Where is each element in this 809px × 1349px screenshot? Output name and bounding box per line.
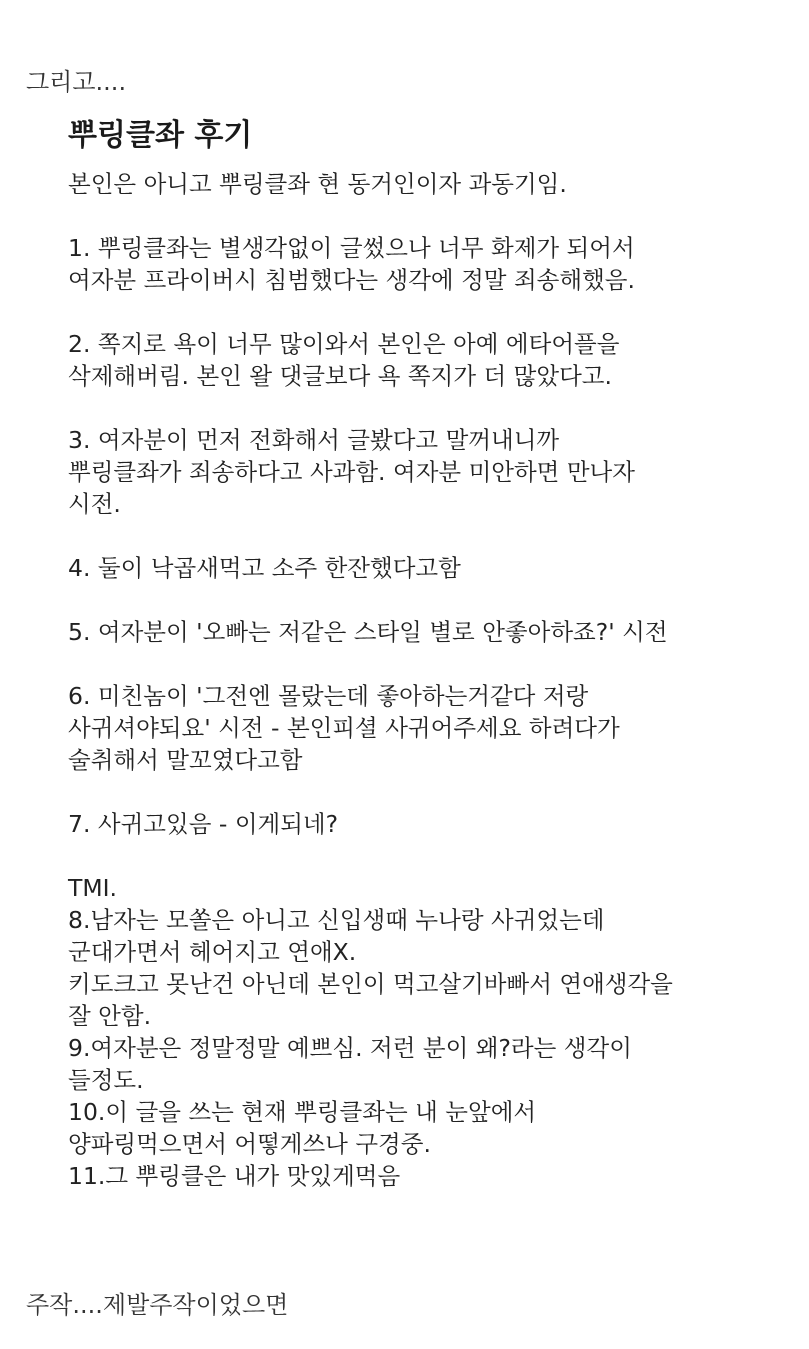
post-line: 2. 쪽지로 욕이 너무 많이와서 본인은 아예 에타어플을 <box>68 330 620 358</box>
post-card <box>68 112 788 1192</box>
blank-line <box>68 840 788 872</box>
blank-line <box>68 584 788 616</box>
blank-line <box>68 296 788 328</box>
post-line: 들정도. <box>68 1066 144 1094</box>
blank-line <box>68 776 788 808</box>
post-line: 1. 뿌링클좌는 별생각없이 글썼으나 너무 화제가 되어서 <box>68 234 635 262</box>
post-line: 술취해서 말꼬였다고함 <box>68 746 303 774</box>
post-line: 시전. <box>68 490 121 518</box>
blank-line <box>68 200 788 232</box>
post-line: 뿌링클좌가 죄송하다고 사과함. 여자분 미안하면 만나자 <box>68 458 635 486</box>
post-body <box>68 168 788 1192</box>
post-line: 9.여자분은 정말정말 예쁘심. 저런 분이 왜?라는 생각이 <box>68 1034 632 1062</box>
blank-line <box>68 520 788 552</box>
post-line: 키도크고 못난건 아닌데 본인이 먹고살기바빠서 연애생각을 <box>68 970 673 998</box>
post-line: 군대가면서 헤어지고 연애X. <box>68 938 357 966</box>
post-line: 사귀셔야되요' 시전 - 본인피셜 사귀어주세요 하려다가 <box>68 714 620 742</box>
post-line: 4. 둘이 낙곱새먹고 소주 한잔했다고함 <box>68 554 461 582</box>
post-line: 10.이 글을 쓰는 현재 뿌링클좌는 내 눈앞에서 <box>68 1098 537 1126</box>
post-line: 7. 사귀고있음 - 이게되네? <box>68 810 339 838</box>
post-line: 본인은 아니고 뿌링클좌 현 동거인이자 과동기임. <box>68 170 567 198</box>
post-line: TMI. <box>68 874 118 902</box>
blank-line <box>68 392 788 424</box>
intro-text: 그리고.... <box>26 68 127 96</box>
blank-line <box>68 648 788 680</box>
post-line: 양파링먹으면서 어떻게쓰나 구경중. <box>68 1130 431 1158</box>
post-line: 8.남자는 모쏠은 아니고 신입생때 누나랑 사귀었는데 <box>68 906 605 934</box>
post-line: 잘 안함. <box>68 1002 152 1030</box>
post-line: 5. 여자분이 '오빠는 저같은 스타일 별로 안좋아하죠?' 시전 <box>68 618 668 646</box>
post-line: 삭제해버림. 본인 왈 댓글보다 욕 쪽지가 더 많았다고. <box>68 362 612 390</box>
post-line: 6. 미친놈이 '그전엔 몰랐는데 좋아하는거같다 저랑 <box>68 682 589 710</box>
post-line: 여자분 프라이버시 침범했다는 생각에 정말 죄송해했음. <box>68 266 635 294</box>
post-line: 11.그 뿌링클은 내가 맛있게먹음 <box>68 1162 401 1190</box>
post-title: 뿌링클좌 후기 <box>68 118 253 153</box>
outro-text: 주작....제발주작이었으면 <box>26 1291 289 1319</box>
post-line: 3. 여자분이 먼저 전화해서 글봤다고 말꺼내니까 <box>68 426 560 454</box>
